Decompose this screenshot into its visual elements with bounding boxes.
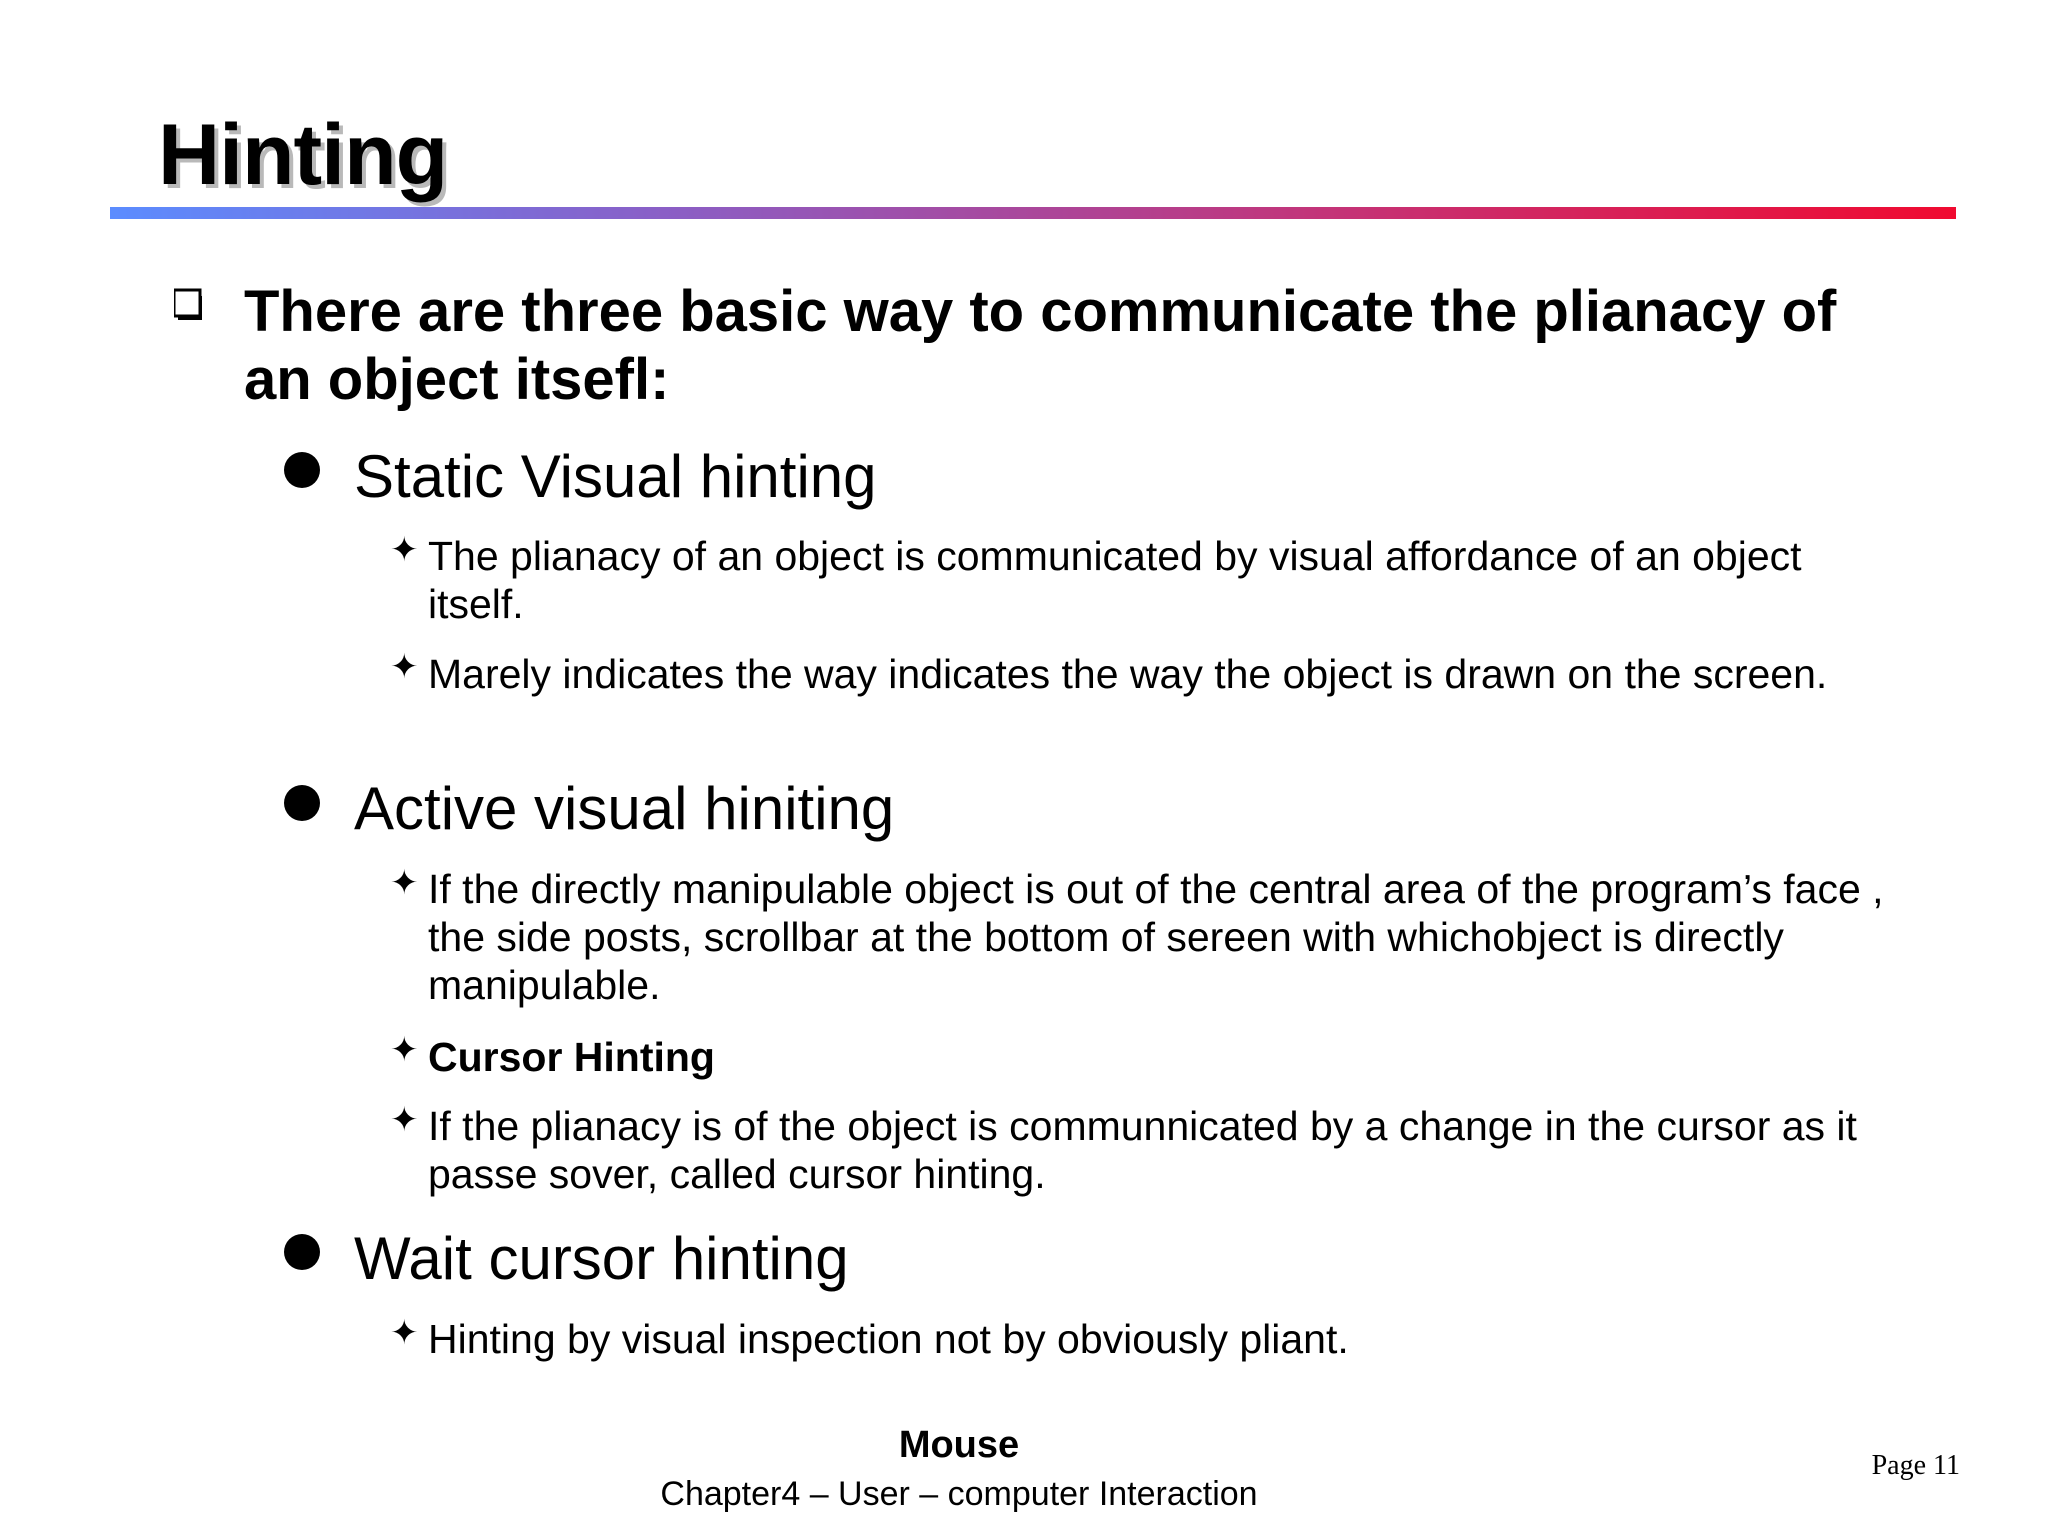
- list-item: If the directly manipulable object is out of the central area of the program’s face , the side posts, scrollbar at the bottom of sereen with whichobject is directly manipulable.: [428, 866, 1884, 1008]
- page-number: Page 11: [1871, 1450, 1960, 1481]
- filled-circle-icon: [284, 785, 320, 821]
- list-item: If the plianacy is of the object is communnicated by a change in the cursor as it passe sover, called cursor hinting.: [428, 1103, 1857, 1197]
- filled-circle-icon: [284, 452, 320, 488]
- list-item: Marely indicates the way indicates the way the object is drawn on the screen.: [428, 651, 1828, 697]
- four-point-star-icon: ✦: [390, 647, 419, 687]
- list-item: The plianacy of an object is communicated by visual affordance of an object itself.: [428, 533, 1802, 627]
- footer-title: Mouse: [898, 1424, 1020, 1466]
- list-item: Cursor Hinting: [428, 1034, 715, 1080]
- list-item: Hinting by visual inspection not by obviously pliant.: [428, 1316, 1349, 1362]
- four-point-star-icon: ✦: [390, 1030, 419, 1070]
- section-heading: Wait cursor hinting: [354, 1225, 849, 1292]
- title-divider: [110, 207, 1956, 219]
- four-point-star-icon: ✦: [390, 1100, 419, 1140]
- four-point-star-icon: ✦: [390, 863, 419, 903]
- section-heading: Active visual hiniting: [354, 775, 895, 842]
- four-point-star-icon: ✦: [390, 530, 419, 570]
- filled-circle-icon: [284, 1234, 320, 1270]
- intro-text: There are three basic way to communicate the plianacy of an object itsefl:: [244, 279, 1837, 412]
- section-heading: Static Visual hinting: [354, 443, 877, 510]
- slide-title: Hinting: [158, 107, 448, 203]
- hollow-square-icon: [174, 286, 208, 320]
- four-point-star-icon: ✦: [390, 1313, 419, 1353]
- footer-subtitle: Chapter4 – User – computer Interaction: [660, 1475, 1258, 1513]
